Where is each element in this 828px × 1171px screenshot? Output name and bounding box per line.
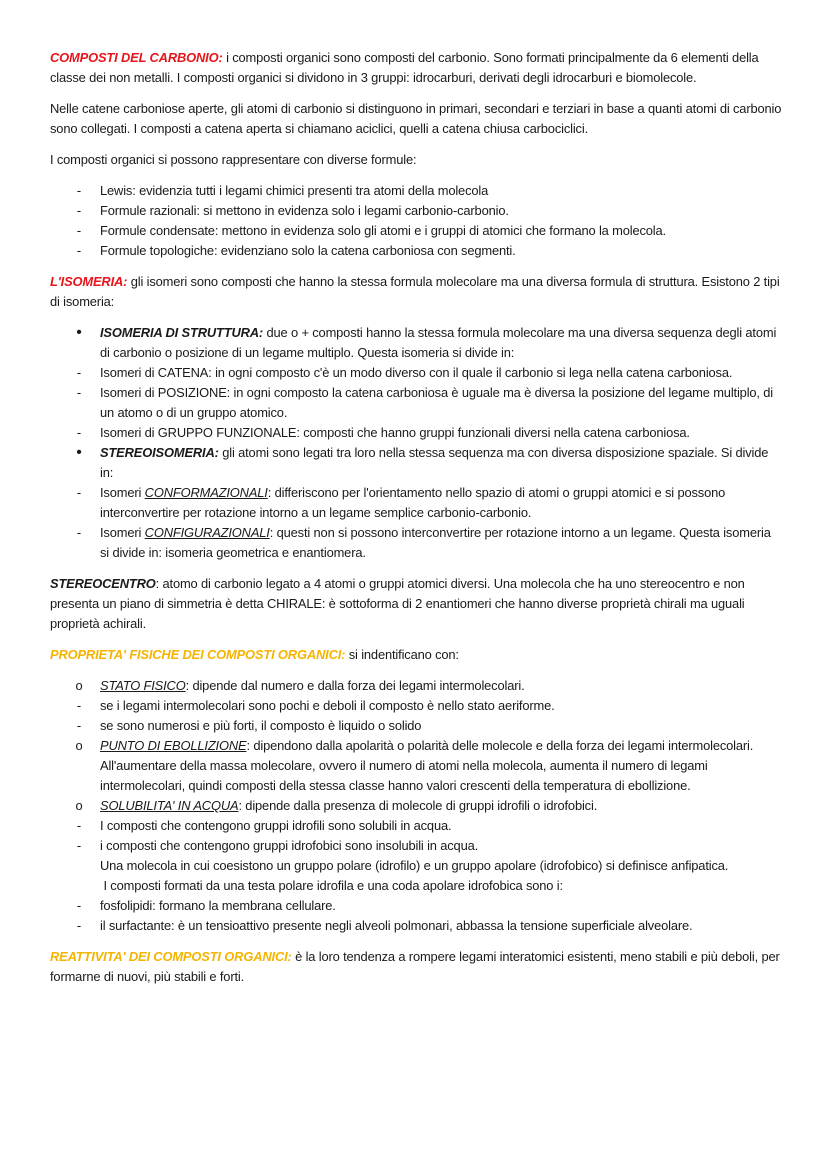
list-item-text: Isomeri [100, 525, 145, 540]
list-item-text: : questi non si possono interconvertire per rotazione intorno a un legame. Questa isomeria si divide in: isomeria geometrica e enantiomera. [100, 525, 771, 560]
list-item-text: : dipendono dalla apolarità o polarità delle molecole e della forza dei legami intermolecolari. All'aumentare della massa molecolare, ovvero il numero di atomi nella molecola, aumenta il numero di legami intermolecolari, quindi composti della stessa classe hanno valori crescenti della temperatura di ebollizione. [100, 738, 754, 793]
term-label: SOLUBILITA' IN ACQUA [100, 798, 239, 813]
list-item-text: I composti formati da una testa polare idrofila e una coda apolare idrofobica sono i: [100, 878, 563, 893]
list-item [50, 696, 782, 716]
circle-marker: o [75, 738, 83, 753]
list-item-text: Una molecola in cui coesistono un gruppo polare (idrofilo) e un gruppo apolare (idrofobico) si definisce anfipatica. [100, 858, 729, 873]
list-item-text: se sono numerosi e più forti, il composto è liquido o solido [100, 718, 422, 733]
heading-proprieta: PROPRIETA' FISICHE DEI COMPOSTI ORGANICI: [50, 647, 346, 662]
list-item-text: I composti che contengono gruppi idrofili sono solubili in acqua. [100, 818, 452, 833]
dash-marker: - [76, 838, 82, 853]
list-item-text: : differiscono per l'orientamento nello spazio di atomi o gruppi atomici e si possono interconvertire per rotazione intorno a un legame semplice carbonio-carbonio. [100, 485, 726, 520]
list-item-text: Formule razionali: si mettono in evidenza solo i legami carbonio-carbonio. [100, 203, 509, 218]
list-item-text: : dipende dal numero e dalla forza dei legami intermolecolari. [185, 678, 525, 693]
list-item-text: Formule condensate: mettono in evidenza solo gli atomi e i gruppi di atomici che formano la molecola. [100, 223, 666, 238]
term-label: PUNTO DI EBOLLIZIONE [100, 738, 247, 753]
proprieta-list [50, 676, 782, 936]
list-item-text: Isomeri [100, 485, 145, 500]
list-item [50, 181, 782, 201]
list-item [50, 816, 782, 836]
list-item [50, 916, 782, 936]
list-item-text: gli atomi sono legati tra loro nella stessa sequenza ma con diversa disposizione spaziale. Si divide in: [100, 445, 769, 480]
paragraph-stereocentro [50, 574, 782, 634]
circle-marker: o [75, 798, 83, 813]
term-label: CONFORMAZIONALI [144, 485, 268, 500]
list-item-text: Isomeri di CATENA: in ogni composto c'è un modo diverso con il quale il carbonio si lega nella catena carboniosa. [100, 365, 733, 380]
list-item [50, 423, 782, 443]
list-item [50, 363, 782, 383]
list-item [50, 676, 782, 696]
list-item [50, 876, 782, 896]
list-item-text: Lewis: evidenzia tutti i legami chimici presenti tra atomi della molecola [100, 183, 489, 198]
dash-marker: - [76, 698, 82, 713]
term-label: ISOMERIA DI STRUTTURA: [100, 325, 264, 340]
dash-marker: - [76, 183, 82, 198]
list-item [50, 201, 782, 221]
bullet-marker: • [76, 324, 82, 341]
heading-reattivita: REATTIVITA' DEI COMPOSTI ORGANICI: [50, 949, 292, 964]
circle-marker: o [75, 678, 83, 693]
dash-marker: - [76, 243, 82, 258]
formule-list [50, 181, 782, 261]
list-item [50, 383, 782, 423]
dash-marker: - [76, 918, 82, 933]
list-item [50, 836, 782, 856]
isomeria-list [50, 323, 782, 563]
list-item-text: due o + composti hanno la stessa formula molecolare ma una diversa sequenza degli atomi di carbonio o posizione di un legame multiplo. Questa isomeria si divide in: [100, 325, 777, 360]
list-item-text: Isomeri di POSIZIONE: in ogni composto la catena carboniosa è uguale ma è diversa la posizione del legame multiplo, di un atomo o di un gruppo atomico. [100, 385, 774, 420]
list-item-text: i composti che contengono gruppi idrofobici sono insolubili in acqua. [100, 838, 479, 853]
dash-marker: - [76, 223, 82, 238]
heading-composti-carbonio: COMPOSTI DEL CARBONIO: [50, 50, 223, 65]
dash-marker: - [76, 718, 82, 733]
list-item [50, 796, 782, 816]
list-item [50, 483, 782, 523]
dash-marker: - [76, 425, 82, 440]
term-label: STEREOISOMERIA: [100, 445, 219, 460]
paragraph-text: si indentificano con: [345, 647, 459, 662]
list-item [50, 856, 782, 876]
dash-marker: - [76, 525, 82, 540]
dash-marker: - [76, 203, 82, 218]
paragraph-text: : atomo di carbonio legato a 4 atomi o gruppi atomici diversi. Una molecola che ha uno stereocentro e non presenta un piano di simmetria è detta CHIRALE: è sottoforma di 2 enantiomeri che hanno diverse proprietà chirali ma uguali proprietà achirali. [50, 576, 745, 631]
term-label: STATO FISICO [100, 678, 186, 693]
list-item-text: : dipende dalla presenza di molecole di gruppi idrofili o idrofobici. [238, 798, 598, 813]
heading-stereocentro: STEREOCENTRO [50, 576, 156, 591]
dash-marker: - [76, 365, 82, 380]
paragraph-text: è la loro tendenza a rompere legami interatomici esistenti, meno stabili e più deboli, per formarne di nuovi, più stabili e forti. [50, 949, 780, 984]
paragraph-isomeria [50, 272, 782, 312]
paragraph-proprieta [50, 645, 782, 665]
dash-marker: - [76, 485, 82, 500]
list-item-text: Formule topologiche: evidenziano solo la catena carboniosa con segmenti. [100, 243, 516, 258]
list-item [50, 241, 782, 261]
bullet-marker: • [76, 444, 82, 461]
paragraph-composti-carbonio [50, 48, 782, 88]
list-item-text: il surfactante: è un tensioattivo presente negli alveoli polmonari, abbassa la tensione superficiale alveolare. [100, 918, 693, 933]
dash-marker: - [76, 385, 82, 400]
paragraph-text: i composti organici sono composti del carbonio. Sono formati principalmente da 6 elementi della classe dei non metalli. I composti organici si dividono in 3 gruppi: idrocarburi, derivati degli idrocarburi e biomolecole. [50, 50, 759, 85]
heading-isomeria: L'ISOMERIA: [50, 274, 128, 289]
list-item [50, 443, 782, 483]
paragraph-reattivita [50, 947, 782, 987]
dash-marker: - [76, 818, 82, 833]
term-label: CONFIGURAZIONALI [144, 525, 270, 540]
list-item [50, 523, 782, 563]
list-item-text: fosfolipidi: formano la membrana cellulare. [100, 898, 336, 913]
list-item [50, 736, 782, 796]
paragraph-formule-intro: I composti organici si possono rappresentare con diverse formule: [50, 152, 417, 167]
paragraph-text: gli isomeri sono composti che hanno la stessa formula molecolare ma una diversa formula di struttura. Esistono 2 tipi di isomeria: [50, 274, 780, 309]
list-item [50, 896, 782, 916]
list-item-text: se i legami intermolecolari sono pochi e deboli il composto è nello stato aeriforme. [100, 698, 555, 713]
paragraph-catene: Nelle catene carboniose aperte, gli atomi di carbonio si distinguono in primari, secondari e terziari in base a quanti atomi di carbonio sono collegati. I composti a catena aperta si chiamano aciclici, quelli a catena chiusa carbociclici. [50, 101, 782, 136]
list-item [50, 221, 782, 241]
list-item-text: Isomeri di GRUPPO FUNZIONALE: composti che hanno gruppi funzionali diversi nella catena carboniosa. [100, 425, 690, 440]
list-item [50, 716, 782, 736]
list-item [50, 323, 782, 363]
dash-marker: - [76, 898, 82, 913]
